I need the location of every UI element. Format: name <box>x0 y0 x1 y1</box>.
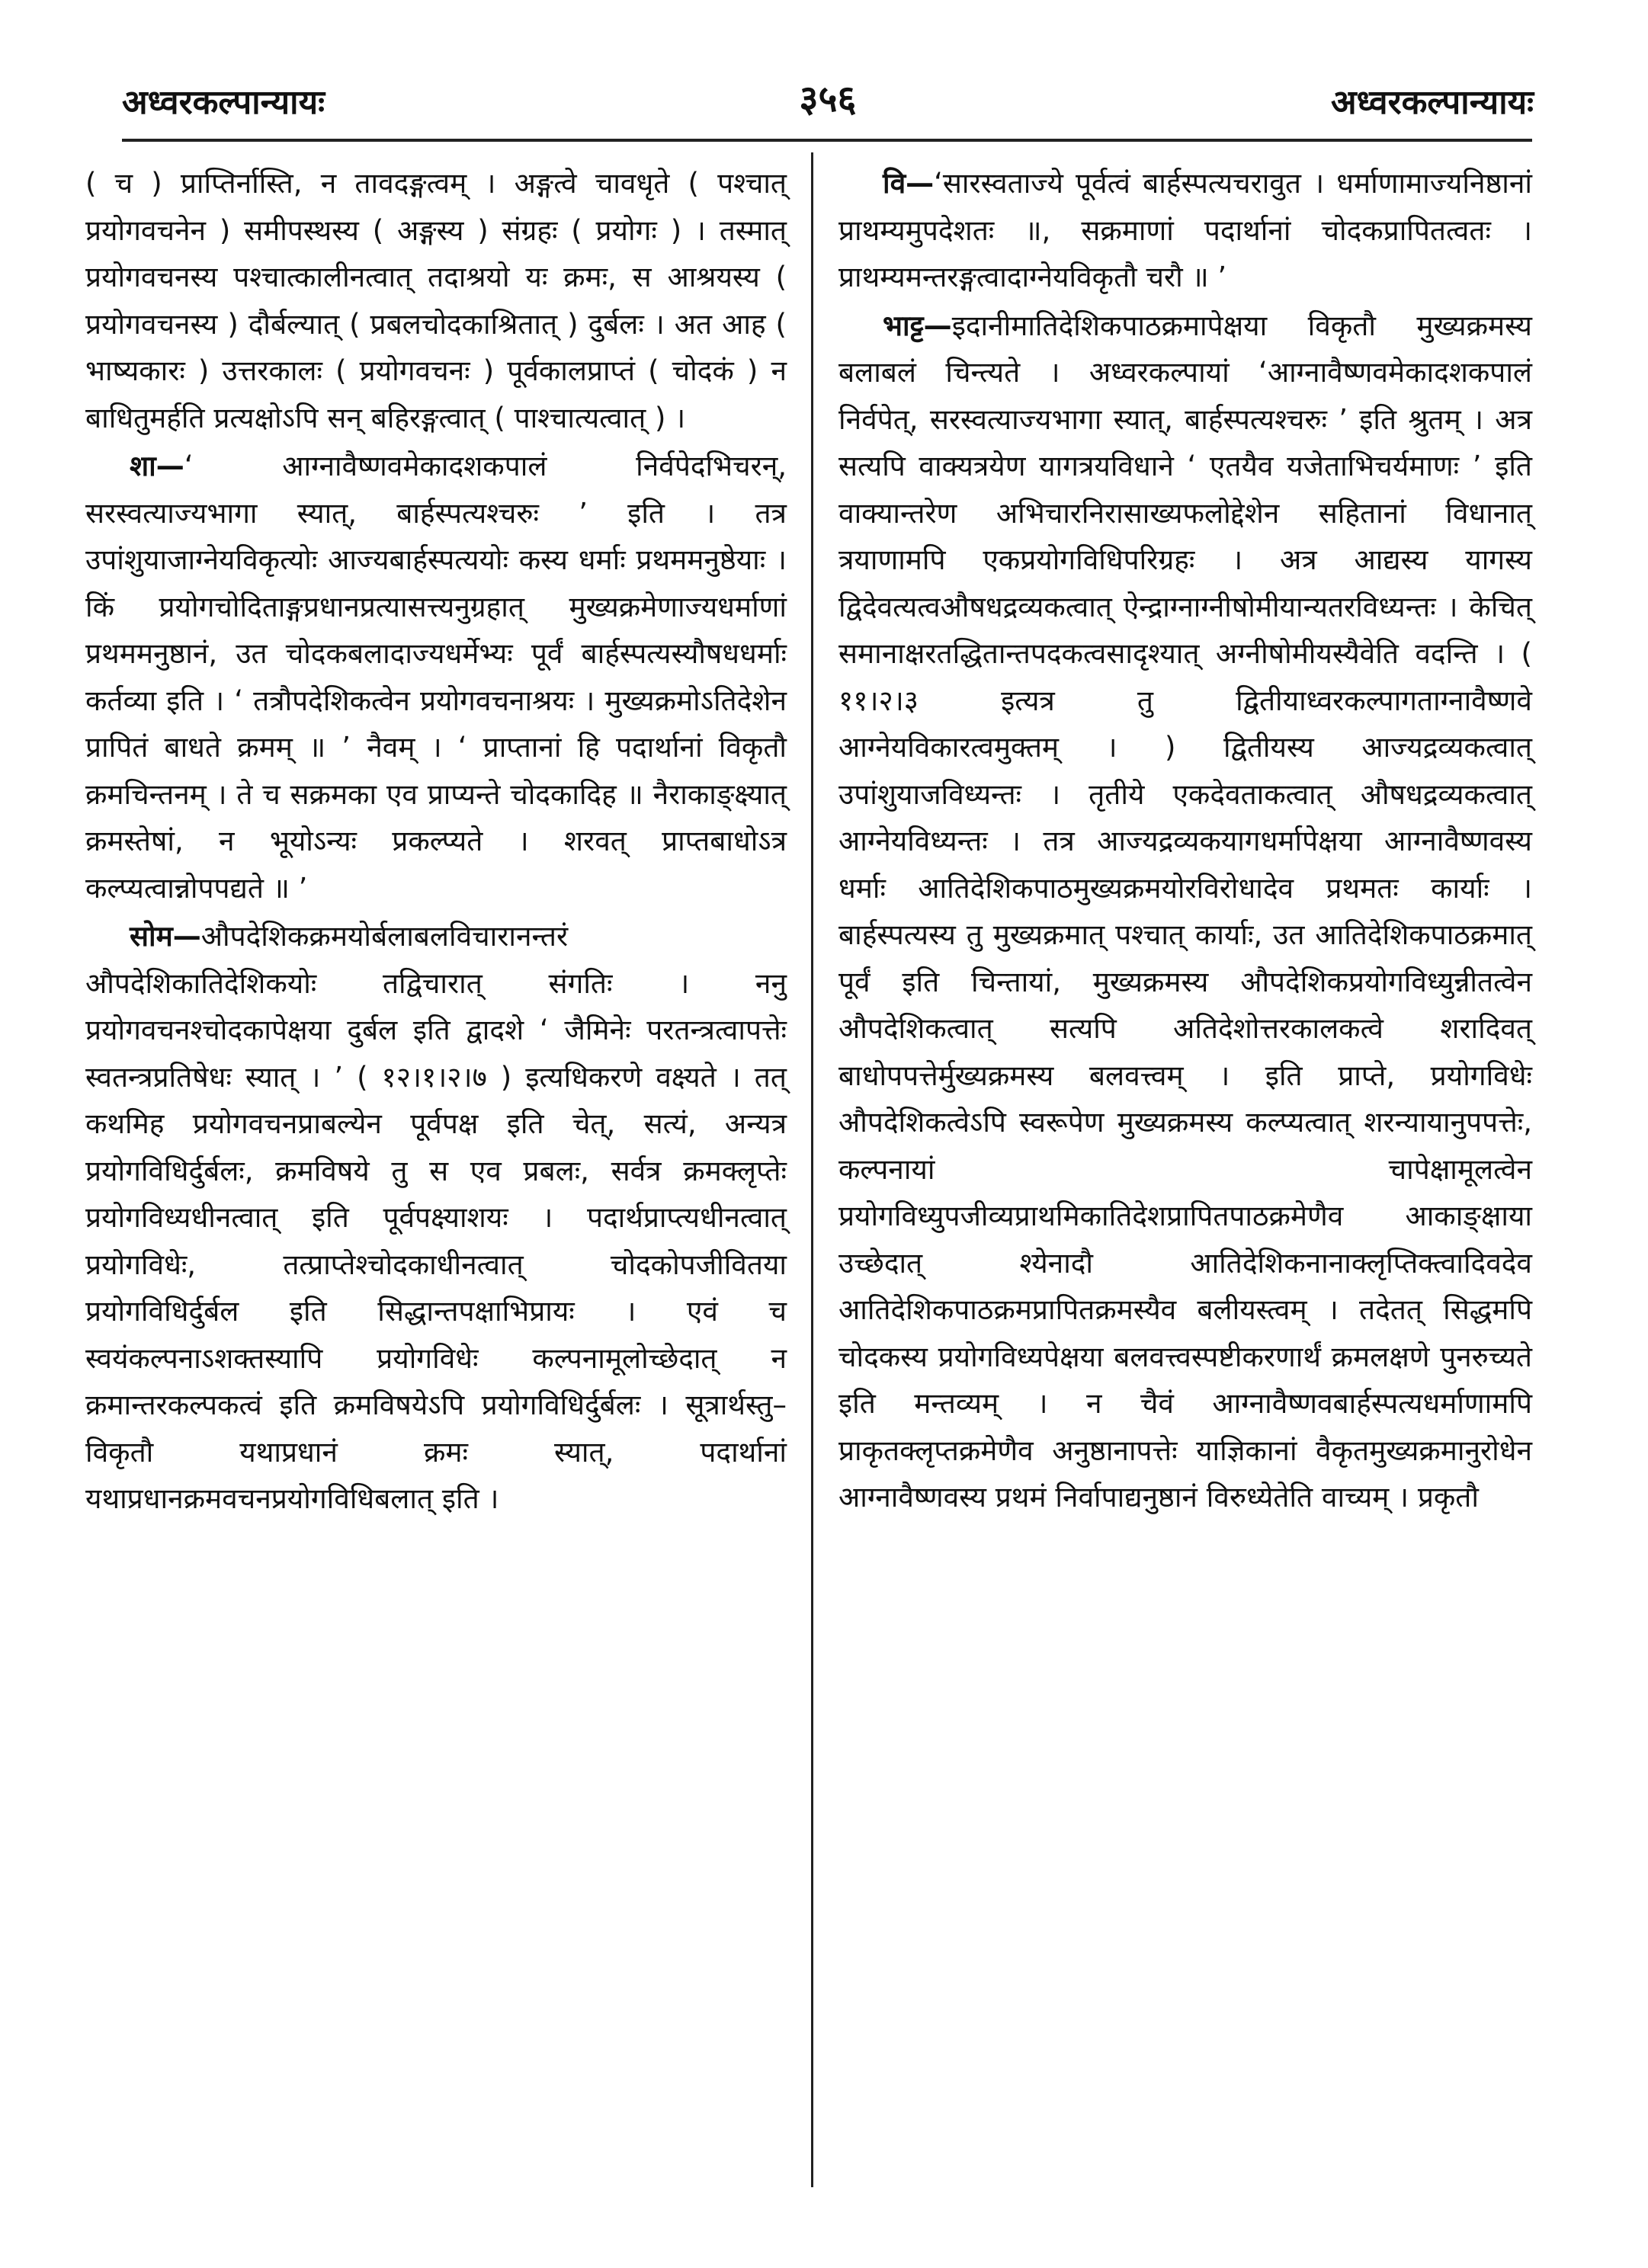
left-paragraph-2-text: ‘ आग्नावैष्णवमेकादशकपालं निर्वपेदभिचरन्, सरस्वत्याज्यभागा स्यात्, बार्हस्पत्यश्चरुः ’ इति । तत्र उपांशुयाजाग्नेयविकृत्योः आज्यबार्हस्पत्ययोः कस्य धर्माः प्रथममनुष्ठेयाः । किं प्रयोगचोदिताङ्गप्रधानप्रत्यासत्त्यनुग्रहात् मुख्यक्रमेणाज्यधर्माणां प्रथममनुष्ठानं, उत चोदकबलादाज्यधर्मेभ्यः पूर्वं बार्हस्पत्यस्यौषधधर्माः कर्तव्या इति । ‘ तत्रौपदेशिकत्वेन प्रयोगवचनाश्रयः । मुख्यक्रमोऽतिदेशेन प्रापितं बाधते क्रमम् ॥ ’ नैवम् । ‘ प्राप्तानां हि पदार्थानां विकृतौ क्रमचिन्तनम् । ते च सक्रमका एव प्राप्यन्ते चोदकादिह ॥ नैराकाङ्क्ष्यात् क्रमस्तेषां, न भूयोऽन्यः प्रकल्प्यते । शरवत् प्राप्तबाधोऽत्र कल्प्यत्वान्नोपपद्यते ॥ ’ <box>85 450 787 905</box>
commentary-label-bhatta: भाट्ट— <box>883 309 952 342</box>
column-divider <box>811 152 813 2187</box>
page-number: ३५६ <box>799 78 857 120</box>
right-paragraph-1 <box>838 160 1532 301</box>
commentary-label-sha: शा— <box>130 450 184 482</box>
right-column <box>838 160 1532 1523</box>
commentary-label-soma: सोम— <box>130 920 201 953</box>
left-paragraph-3 <box>85 913 787 1523</box>
right-paragraph-2 <box>838 303 1532 1521</box>
right-paragraph-1-text: ‘सारस्वताज्ये पूर्वत्वं बार्हस्पत्यचरावुत । धर्माणामाज्यनिष्ठानां प्राथम्यमुपदेशतः ॥, सक्रमाणां पदार्थानां चोदकप्रापितत्वतः । प्राथम्यमन्तरङ्गत्वादाग्नेयविकृतौ चरौ ॥ ’ <box>838 167 1532 293</box>
running-head-right: अध्वरकल्पान्यायः <box>1331 83 1534 122</box>
left-paragraph-2 <box>85 443 787 911</box>
left-column <box>85 160 787 1524</box>
commentary-label-vi: वि— <box>883 167 935 200</box>
right-paragraph-2-text: इदानीमातिदेशिकपाठक्रमापेक्षया विकृतौ मुख्यक्रमस्य बलाबलं चिन्त्यते । अध्वरकल्पायां ‘आग्नावैष्णवमेकादशकपालं निर्वपेत्, सरस्वत्याज्यभागा स्यात्, बार्हस्पत्यश्चरुः ’ इति श्रुतम् । अत्र सत्यपि वाक्यत्रयेण यागत्रयविधाने ‘ एतयैव यजेताभिचर्यमाणः ’ इति वाक्यान्तरेण अभिचारनिरासाख्यफलोद्देशेन सहितानां विधानात् त्रयाणामपि एकप्रयोगविधिपरिग्रहः । अत्र आद्यस्य यागस्य द्विदेवत्यत्वऔषधद्रव्यकत्वात् ऐन्द्राग्नाग्नीषोमीयान्यतरविध्यन्तः । केचित् समानाक्षरतद्धितान्तपदकत्वसादृश्यात् अग्नीषोमीयस्यैवेति वदन्ति । ( ११।२।३ इत्यत्र तु द्वितीयाध्वरकल्पागताग्नावैष्णवे आग्नेयविकारत्वमुक्तम् । ) द्वितीयस्य आज्यद्रव्यकत्वात् उपांशुयाजविध्यन्तः । तृतीये एकदेवताकत्वात् औषधद्रव्यकत्वात् आग्नेयविध्यन्तः । तत्र आज्यद्रव्यकयागधर्मापेक्षया आग्नावैष्णवस्य धर्माः आतिदेशिकपाठमुख्यक्रमयोरविरोधादेव प्रथमतः कार्याः । बार्हस्पत्यस्य तु मुख्यक्रमात् पश्चात् कार्याः, उत आतिदेशिकपाठक्रमात् पूर्वं इति चिन्तायां, मुख्यक्रमस्य औपदेशिकप्रयोगविध्युन्नीतत्वेन औपदेशिकत्वात् सत्यपि अतिदेशोत्तरकालकत्वे शरादिवत् बाधोपपत्तेर्मुख्यक्रमस्य बलवत्त्वम् । इति प्राप्ते, प्रयोगविधेः औपदेशिकत्वेऽपि स्वरूपेण मुख्यक्रमस्य कल्प्यत्वात् शरन्यायानुपपत्तेः, कल्पनायां चापेक्षामूलत्वेन प्रयोगविध्युपजीव्यप्राथमिकातिदेशप्रापितपाठक्रमेणैव आकाङ्क्षाया उच्छेदात् श्येनादौ आतिदेशिकनानाक्लृप्तिक्त्वादिवदेव आतिदेशिकपाठक्रमप्रापितक्रमस्यैव बलीयस्त्वम् । तदेतत् सिद्धमपि चोदकस्य प्रयोगविध्यपेक्षया बलवत्त्वस्पष्टीकरणार्थं क्रमलक्षणे पुनरुच्यते इति मन्तव्यम् । न चैवं आग्नावैष्णवबार्हस्पत्यधर्माणामपि प्राकृतक्लृप्तक्रमेणैव अनुष्ठानापत्तेः याज्ञिकानां वैकृतमुख्यक्रमानुरोधेन आग्नावैष्णवस्य प्रथमं निर्वापाद्यनुष्ठानं विरुध्येतेति वाच्यम् । प्रकृतौ <box>838 309 1532 1514</box>
header-rule <box>122 139 1532 142</box>
left-paragraph-1: ( च ) प्राप्तिर्नास्ति, न तावदङ्गत्वम् । अङ्गत्वे चावधृते ( पश्चात् प्रयोगवचनेन ) समीपस्थस्य ( अङ्गस्य ) संग्रहः ( प्रयोगः ) । तस्मात् प्रयोगवचनस्य पश्चात्कालीनत्वात् तदाश्रयो यः क्रमः, स आश्रयस्य ( प्रयोगवचनस्य ) दौर्बल्यात् ( प्रबलचोदकाश्रितात् ) दुर्बलः । अत आह ( भाष्यकारः ) उत्तरकालः ( प्रयोगवचनः ) पूर्वकालप्राप्तं ( चोदकं ) न बाधितुमर्हति प्रत्यक्षोऽपि सन् बहिरङ्गत्वात् ( पाश्चात्यत्वात् ) । <box>85 167 787 434</box>
left-paragraph-3-text: औपदेशिकक्रमयोर्बलाबलविचारानन्तरं औपदेशिकातिदेशिकयोः तद्विचारात् संगतिः । ननु प्रयोगवचनश्चोदकापेक्षया दुर्बल इति द्वादशे ‘ जैमिनेः परतन्त्रत्वापत्तेः स्वतन्त्रप्रतिषेधः स्यात् । ’ ( १२।१।२।७ ) इत्यधिकरणे वक्ष्यते । तत् कथमिह प्रयोगवचनप्राबल्येन पूर्वपक्ष इति चेत्, सत्यं, अन्यत्र प्रयोगविधिर्दुर्बलः, क्रमविषये तु स एव प्रबलः, सर्वत्र क्रमक्लृप्तेः प्रयोगविध्यधीनत्वात् इति पूर्वपक्ष्याशयः । पदार्थप्राप्त्यधीनत्वात् प्रयोगविधेः, तत्प्राप्तेश्चोदकाधीनत्वात् चोदकोपजीवितया प्रयोगविधिर्दुर्बल इति सिद्धान्तपक्षाभिप्रायः । एवं च स्वयंकल्पनाऽशक्तस्यापि प्रयोगविधेः कल्पनामूलोच्छेदात् न क्रमान्तरकल्पकत्वं इति क्रमविषयेऽपि प्रयोगविधिर्दुर्बलः । सूत्रार्थस्तु–विकृतौ यथाप्रधानं क्रमः स्यात्, पदार्थानां यथाप्रधानक्रमवचनप्रयोगविधिबलात् इति । <box>85 920 787 1515</box>
running-head-left: अध्वरकल्पान्यायः <box>122 83 325 122</box>
page-header <box>122 70 1534 131</box>
